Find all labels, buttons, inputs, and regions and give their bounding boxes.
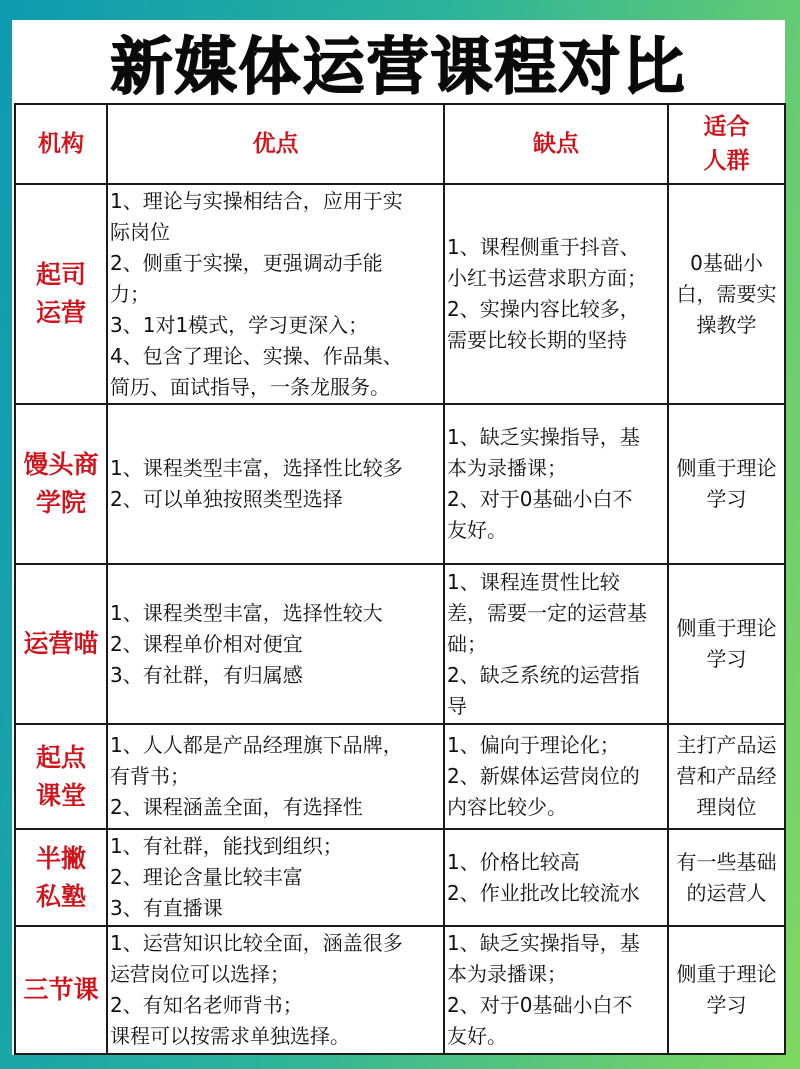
pros-line: 2、理论含量比较丰富 [110, 865, 303, 889]
org-line: 半撇 [35, 843, 86, 873]
fit-cell [668, 184, 785, 404]
cons-line: 本为录播课； [447, 962, 567, 986]
org-cell [15, 184, 107, 404]
org-line: 三节课 [23, 975, 99, 1004]
org-cell [15, 404, 107, 564]
fit-cell [668, 724, 785, 829]
header-cons: 缺点 [444, 104, 668, 184]
fit-line: 理岗位 [696, 795, 757, 819]
org-line: 起点 [35, 742, 86, 772]
table-row [15, 926, 785, 1054]
cons-line: 内容比较少。 [447, 795, 567, 819]
fit-line: 有一些基础 [676, 849, 777, 874]
pros-line: 力； [110, 281, 150, 306]
header-org: 机构 [15, 104, 107, 184]
org-line: 学院 [35, 488, 86, 517]
cons-line: 1、缺乏实操指导，基 [447, 425, 640, 449]
org-line: 运营 [35, 298, 86, 327]
fit-cell [668, 564, 785, 724]
table-row [15, 184, 785, 404]
fit-line: 白，需要实 [676, 281, 777, 306]
org-line: 私塾 [35, 881, 86, 911]
pros-line: 1、课程类型丰富，选择性比较多 [110, 456, 403, 480]
cons-line: 2、对于0基础小白不 [447, 487, 633, 511]
pros-line: 2、可以单独按照类型选择 [110, 487, 343, 511]
pros-line: 2、课程涵盖全面，有选择性 [110, 795, 363, 819]
cons-line: 小红书运营求职方面； [447, 266, 647, 290]
pros-line: 3、有直播课 [110, 896, 223, 920]
org-line: 课堂 [35, 780, 86, 810]
org-line: 运营喵 [23, 629, 99, 658]
cons-line: 1、偏向于理论化； [447, 733, 620, 757]
cons-line: 需要比较长期的坚持 [447, 328, 627, 352]
fit-cell [668, 829, 785, 926]
comparison-table [14, 103, 786, 1055]
fit-cell [668, 926, 785, 1054]
header-row [15, 104, 785, 184]
table-row [15, 724, 785, 829]
fit-cell [668, 404, 785, 564]
pros-line: 课程可以按需求单独选择。 [110, 1024, 350, 1048]
cons-line: 本为录播课； [447, 456, 567, 480]
pros-line: 2、课程单价相对便宜 [110, 631, 303, 656]
pros-line: 2、侧重于实操，更强调动手能 [110, 250, 383, 275]
pros-line: 1、运营知识比较全面，涵盖很多 [110, 931, 403, 955]
fit-line: 0基础小 [690, 250, 763, 275]
cons-line: 友好。 [447, 1024, 507, 1048]
org-cell [15, 724, 107, 829]
cons-line: 差，需要一定的运营基 [447, 600, 647, 625]
pros-cell [107, 404, 444, 564]
cons-line: 2、对于0基础小白不 [447, 993, 633, 1017]
pros-cell [107, 926, 444, 1054]
pros-line: 4、包含了理论、实操、作品集、 [110, 343, 403, 368]
cons-line: 1、课程连贯性比较 [447, 569, 620, 594]
fit-line: 侧重于理论 [676, 962, 777, 986]
cons-line: 1、价格比较高 [447, 849, 580, 874]
header-fit-line: 人群 [703, 148, 750, 174]
fit-line: 营和产品经 [676, 764, 777, 788]
pros-cell [107, 184, 444, 404]
pros-line: 有背书； [110, 764, 190, 788]
org-cell [15, 926, 107, 1054]
pros-line: 运营岗位可以选择； [110, 962, 290, 986]
fit-line: 学习 [706, 993, 747, 1017]
cons-cell [444, 564, 668, 724]
header-fit-line: 适合 [703, 114, 750, 140]
fit-line: 主打产品运 [676, 733, 777, 757]
pros-line: 2、有知名老师背书； [110, 993, 303, 1017]
pros-cell [107, 724, 444, 829]
pros-line: 3、1对1模式，学习更深入； [110, 312, 369, 337]
org-cell [15, 564, 107, 724]
cons-cell [444, 184, 668, 404]
table-row [15, 404, 785, 564]
table-row [15, 564, 785, 724]
cons-line: 2、作业批改比较流水 [447, 880, 640, 905]
fit-line: 学习 [706, 487, 747, 511]
pros-line: 1、有社群，能找到组织； [110, 834, 343, 858]
pros-line: 际岗位 [110, 219, 170, 244]
cons-line: 2、新媒体运营岗位的 [447, 764, 640, 788]
table-row [15, 829, 785, 926]
fit-line: 学习 [706, 647, 747, 671]
cons-line: 友好。 [447, 518, 507, 542]
pros-line: 1、课程类型丰富，选择性较大 [110, 600, 383, 625]
org-line: 起司 [35, 260, 86, 289]
cons-line: 1、课程侧重于抖音、 [447, 235, 640, 259]
fit-line: 的运营人 [686, 880, 767, 905]
cons-line: 1、缺乏实操指导，基 [447, 931, 640, 955]
cons-cell [444, 404, 668, 564]
pros-line: 1、人人都是产品经理旗下品牌， [110, 733, 403, 757]
fit-line: 侧重于理论 [676, 456, 777, 480]
pros-cell [107, 564, 444, 724]
header-pros: 优点 [107, 104, 444, 184]
cons-cell [444, 724, 668, 829]
org-line: 馒头商 [23, 450, 99, 479]
org-cell [15, 829, 107, 926]
pros-cell [107, 829, 444, 926]
cons-line: 2、缺乏系统的运营指 [447, 662, 640, 687]
pros-line: 3、有社群，有归属感 [110, 662, 303, 687]
fit-line: 操教学 [696, 312, 757, 337]
fit-line: 侧重于理论 [676, 616, 777, 640]
cons-line: 导 [447, 693, 467, 718]
cons-cell [444, 829, 668, 926]
cons-line: 础； [447, 631, 487, 656]
cons-line: 2、实操内容比较多， [447, 297, 640, 321]
page-title: 新媒体运营课程对比 [110, 29, 687, 103]
pros-line: 1、理论与实操相结合，应用于实 [110, 188, 403, 213]
header-fit [668, 104, 785, 184]
cons-cell [444, 926, 668, 1054]
pros-line: 简历、面试指导，一条龙服务。 [110, 374, 390, 399]
comparison-card [12, 20, 785, 1055]
